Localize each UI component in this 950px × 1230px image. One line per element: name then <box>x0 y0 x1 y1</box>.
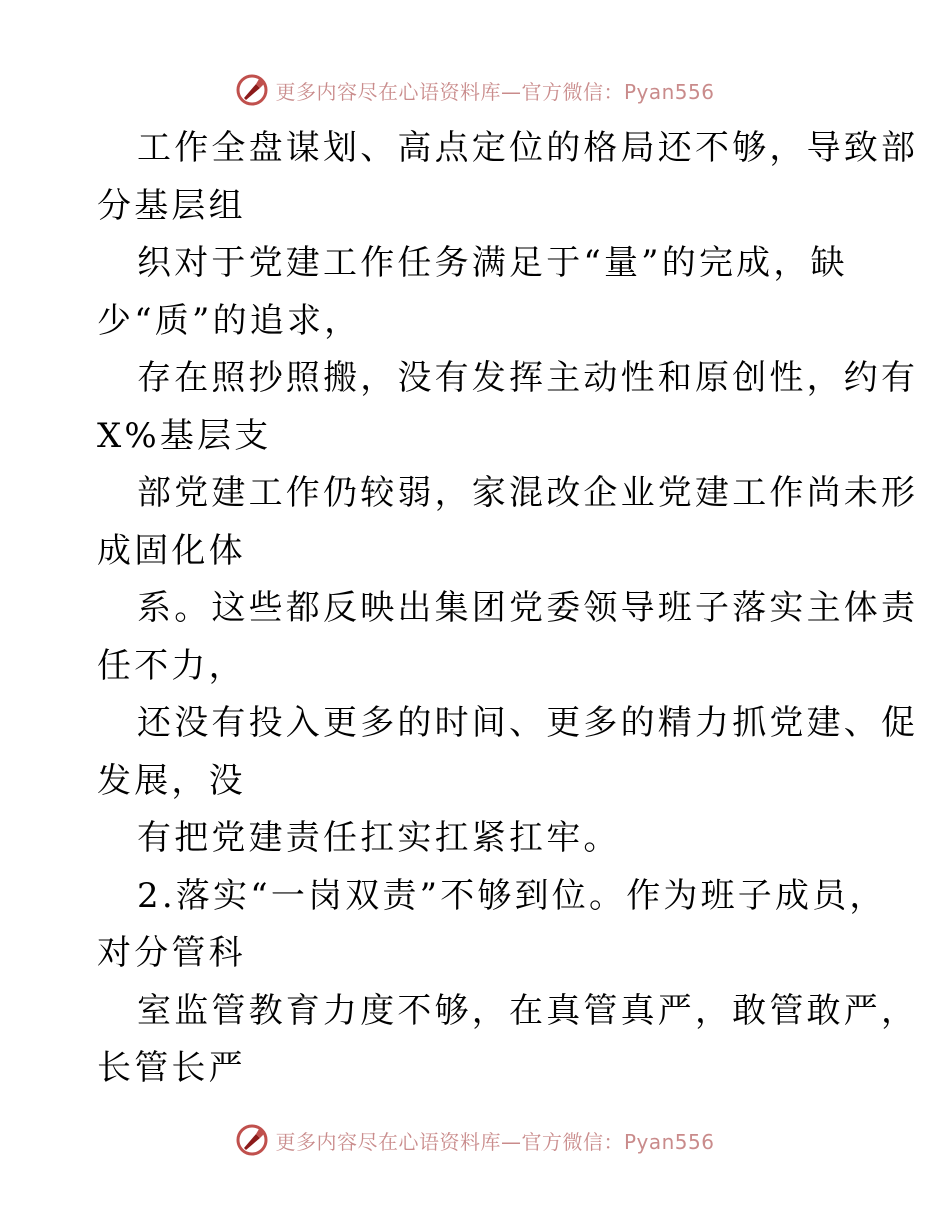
text-line: X%基层支 <box>97 415 272 456</box>
text-line: 发展，没 <box>97 760 246 801</box>
text-line: 部党建工作仍较弱，家混改企业党建工作尚未形 <box>137 473 919 513</box>
watermark-text: 更多内容尽在心语资料库—官方微信：Pyan556 <box>275 1129 715 1154</box>
text-line: 分基层组 <box>97 185 246 226</box>
text-line: 任不力， <box>97 645 246 686</box>
text-line: 系。这些都反映出集团党委领导班子落实主体责 <box>137 588 919 628</box>
pen-nib-logo-icon <box>235 1123 269 1157</box>
header-watermark <box>0 70 950 110</box>
text-line: 成固化体 <box>97 530 246 571</box>
text-line: 2.落实“一岗双责”不够到位。作为班子成员， <box>137 875 887 916</box>
text-line: 有把党建责任扛实扛紧扛牢。 <box>137 818 621 858</box>
text-line: 室监管教育力度不够，在真管真严，敢管敢严， <box>137 990 919 1031</box>
text-line: 少“质”的追求， <box>97 300 362 341</box>
watermark-text: 更多内容尽在心语资料库—官方微信：Pyan556 <box>275 79 715 104</box>
footer-watermark <box>0 1120 950 1160</box>
text-line: 还没有投入更多的时间、更多的精力抓党建、促 <box>137 703 919 743</box>
text-line: 工作全盘谋划、高点定位的格局还不够，导致部 <box>137 128 919 168</box>
text-line: 存在照抄照搬，没有发挥主动性和原创性，约有 <box>137 358 919 398</box>
text-line: 对分管科 <box>97 933 246 973</box>
body-text <box>97 120 919 1098</box>
pen-nib-logo-icon <box>235 73 269 107</box>
text-line: 长管长严 <box>97 1048 246 1088</box>
text-line: 织对于党建工作任务满足于“量”的完成，缺 <box>137 243 848 283</box>
